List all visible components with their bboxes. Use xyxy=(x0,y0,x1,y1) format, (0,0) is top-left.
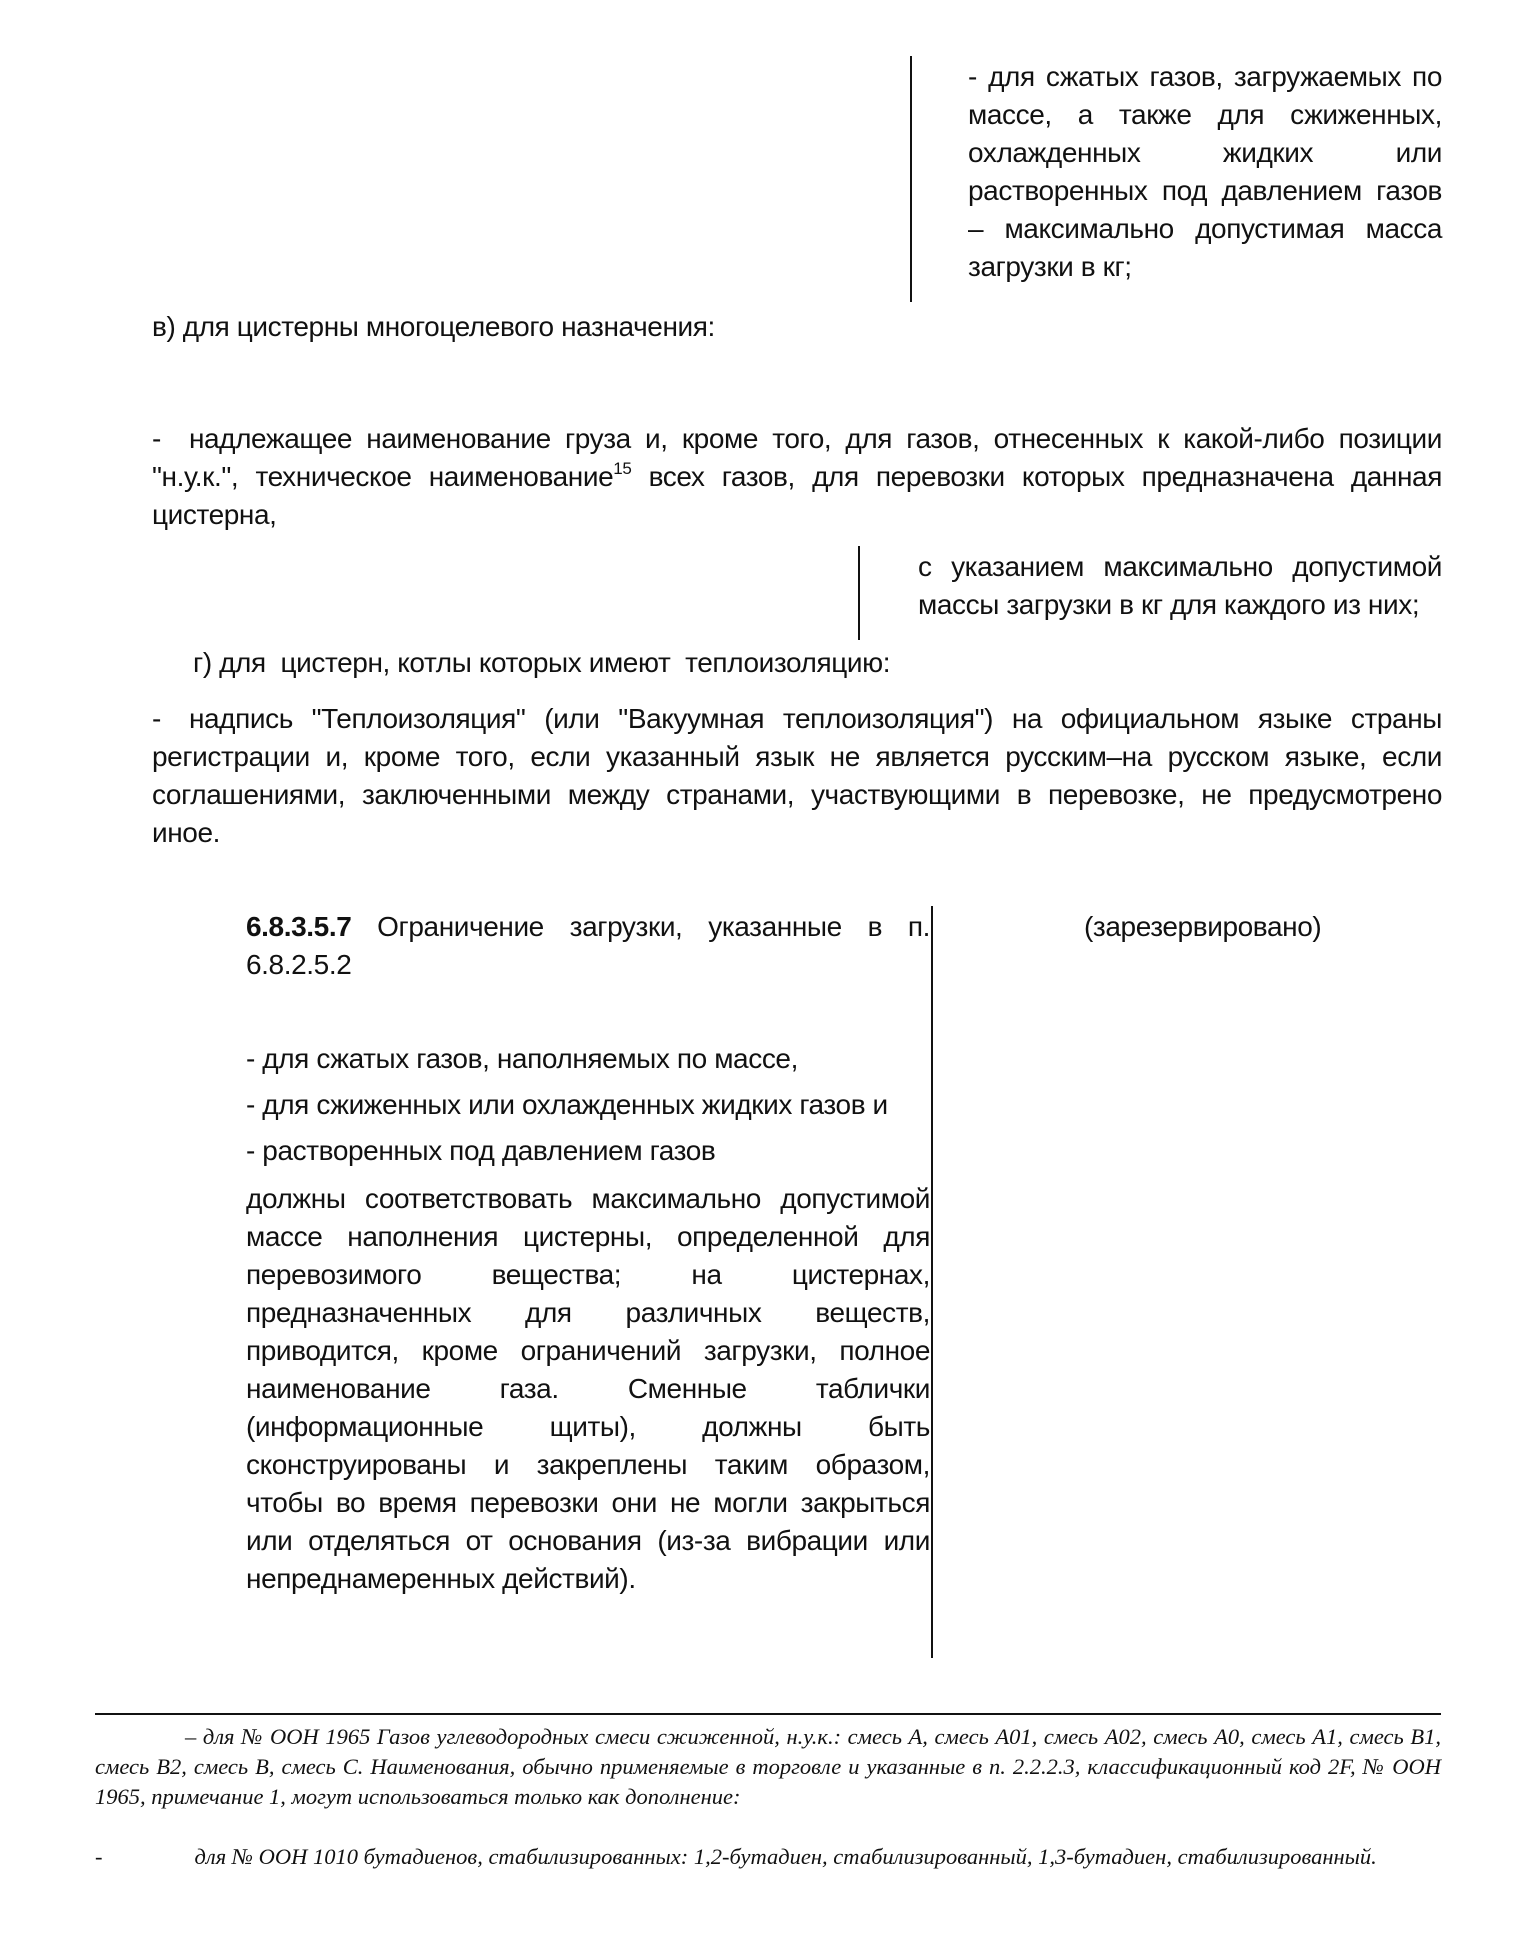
section-6-8-3-5-7-column-divider xyxy=(931,906,933,1658)
section-title: Ограничение загрузки, указанные в п. 6.8.2.5.2 xyxy=(246,911,930,980)
section-g-item-text: надпись "Теплоизоляция" (или "Вакуумная теплоизоляция") на официальном языке страны регистрации и, кроме того, если указанный язык не является русским–на русском языке, если соглашениями, заключенными между странами, участвующими в перевозке, не предусмотрено иное. xyxy=(152,703,1442,848)
top-column-divider xyxy=(910,56,912,302)
top-right-text: - для сжатых газов, загружаемых по массе, а также для сжиженных, охлажденных жидких или растворенных под давлением газов – максимально допустимая масса загрузки в кг; xyxy=(968,61,1442,282)
section-v-note-divider xyxy=(858,546,860,640)
section-v-item-dash: - xyxy=(152,423,161,454)
section-number: 6.8.3.5.7 xyxy=(246,911,352,942)
section-6-8-3-5-7-right-column: (зарезервировано) xyxy=(1084,911,1322,942)
section-v-heading: в) для цистерны многоцелевого назначения: xyxy=(152,311,715,342)
section-v-right-note: с указанием максимально допустимой массы загрузки в кг для каждого из них; xyxy=(918,551,1442,620)
section-6-8-3-5-7-title xyxy=(246,908,930,984)
footnote-15-second xyxy=(95,1842,1441,1872)
section-6-8-3-5-7-body: должны соответствовать максимально допустимой массе наполнения цистерны, определенной для перевозимого вещества; на цистернах, предназначенных для различных веществ, приводится, кроме ограничений загрузки, полное наименование газа. Сменные таблички (информационные щиты), должны быть сконструированы и закреплены таким образом, чтобы во время перевозки они не могли закрыться или отделяться от основания (из-за вибрации или непреднамеренных действий). xyxy=(246,1183,930,1594)
section-g-heading: г) для цистерн, котлы которых имеют теплоизоляцию: xyxy=(193,647,891,678)
footnote-second-text: для № ООН 1010 бутадиенов, стабилизированных: 1,2-бутадиен, стабилизированный, 1,3-бутадиен, стабилизированный. xyxy=(194,1844,1377,1869)
section-v-item-text-cont: всех газов, для перевозки которых предназначена данная цистерна, xyxy=(152,461,1442,530)
section-v-item xyxy=(152,420,1442,534)
footnote-second-dash: - xyxy=(95,1844,103,1869)
section-v-item-text: надлежащее наименование груза и, кроме того, для газов, отнесенных к какой-либо позиции "н.у.к.", техническое наименование xyxy=(152,423,1442,492)
section-g-item-dash: - xyxy=(152,703,161,734)
list-item: - растворенных под давлением газов xyxy=(246,1135,716,1166)
list-item: - для сжатых газов, наполняемых по массе, xyxy=(246,1043,798,1074)
footnote-separator xyxy=(95,1713,1441,1715)
section-g-item xyxy=(152,700,1442,852)
list-item: - для сжиженных или охлажденных жидких газов и xyxy=(246,1089,888,1120)
footnote-15-first: – для № ООН 1965 Газов углеводородных смеси сжиженной, н.у.к.: смесь А, смесь А01, смесь А02, смесь А0, смесь А1, смесь В1, смесь В2, смесь В, смесь С. Наименования, обычно применяемые в торговле и указанные в п. 2.2.2.3, классификационный код 2F, № ООН 1965, примечание 1, могут использоваться только как дополнение: xyxy=(95,1724,1441,1809)
footnote-ref-15: 15 xyxy=(613,458,632,478)
